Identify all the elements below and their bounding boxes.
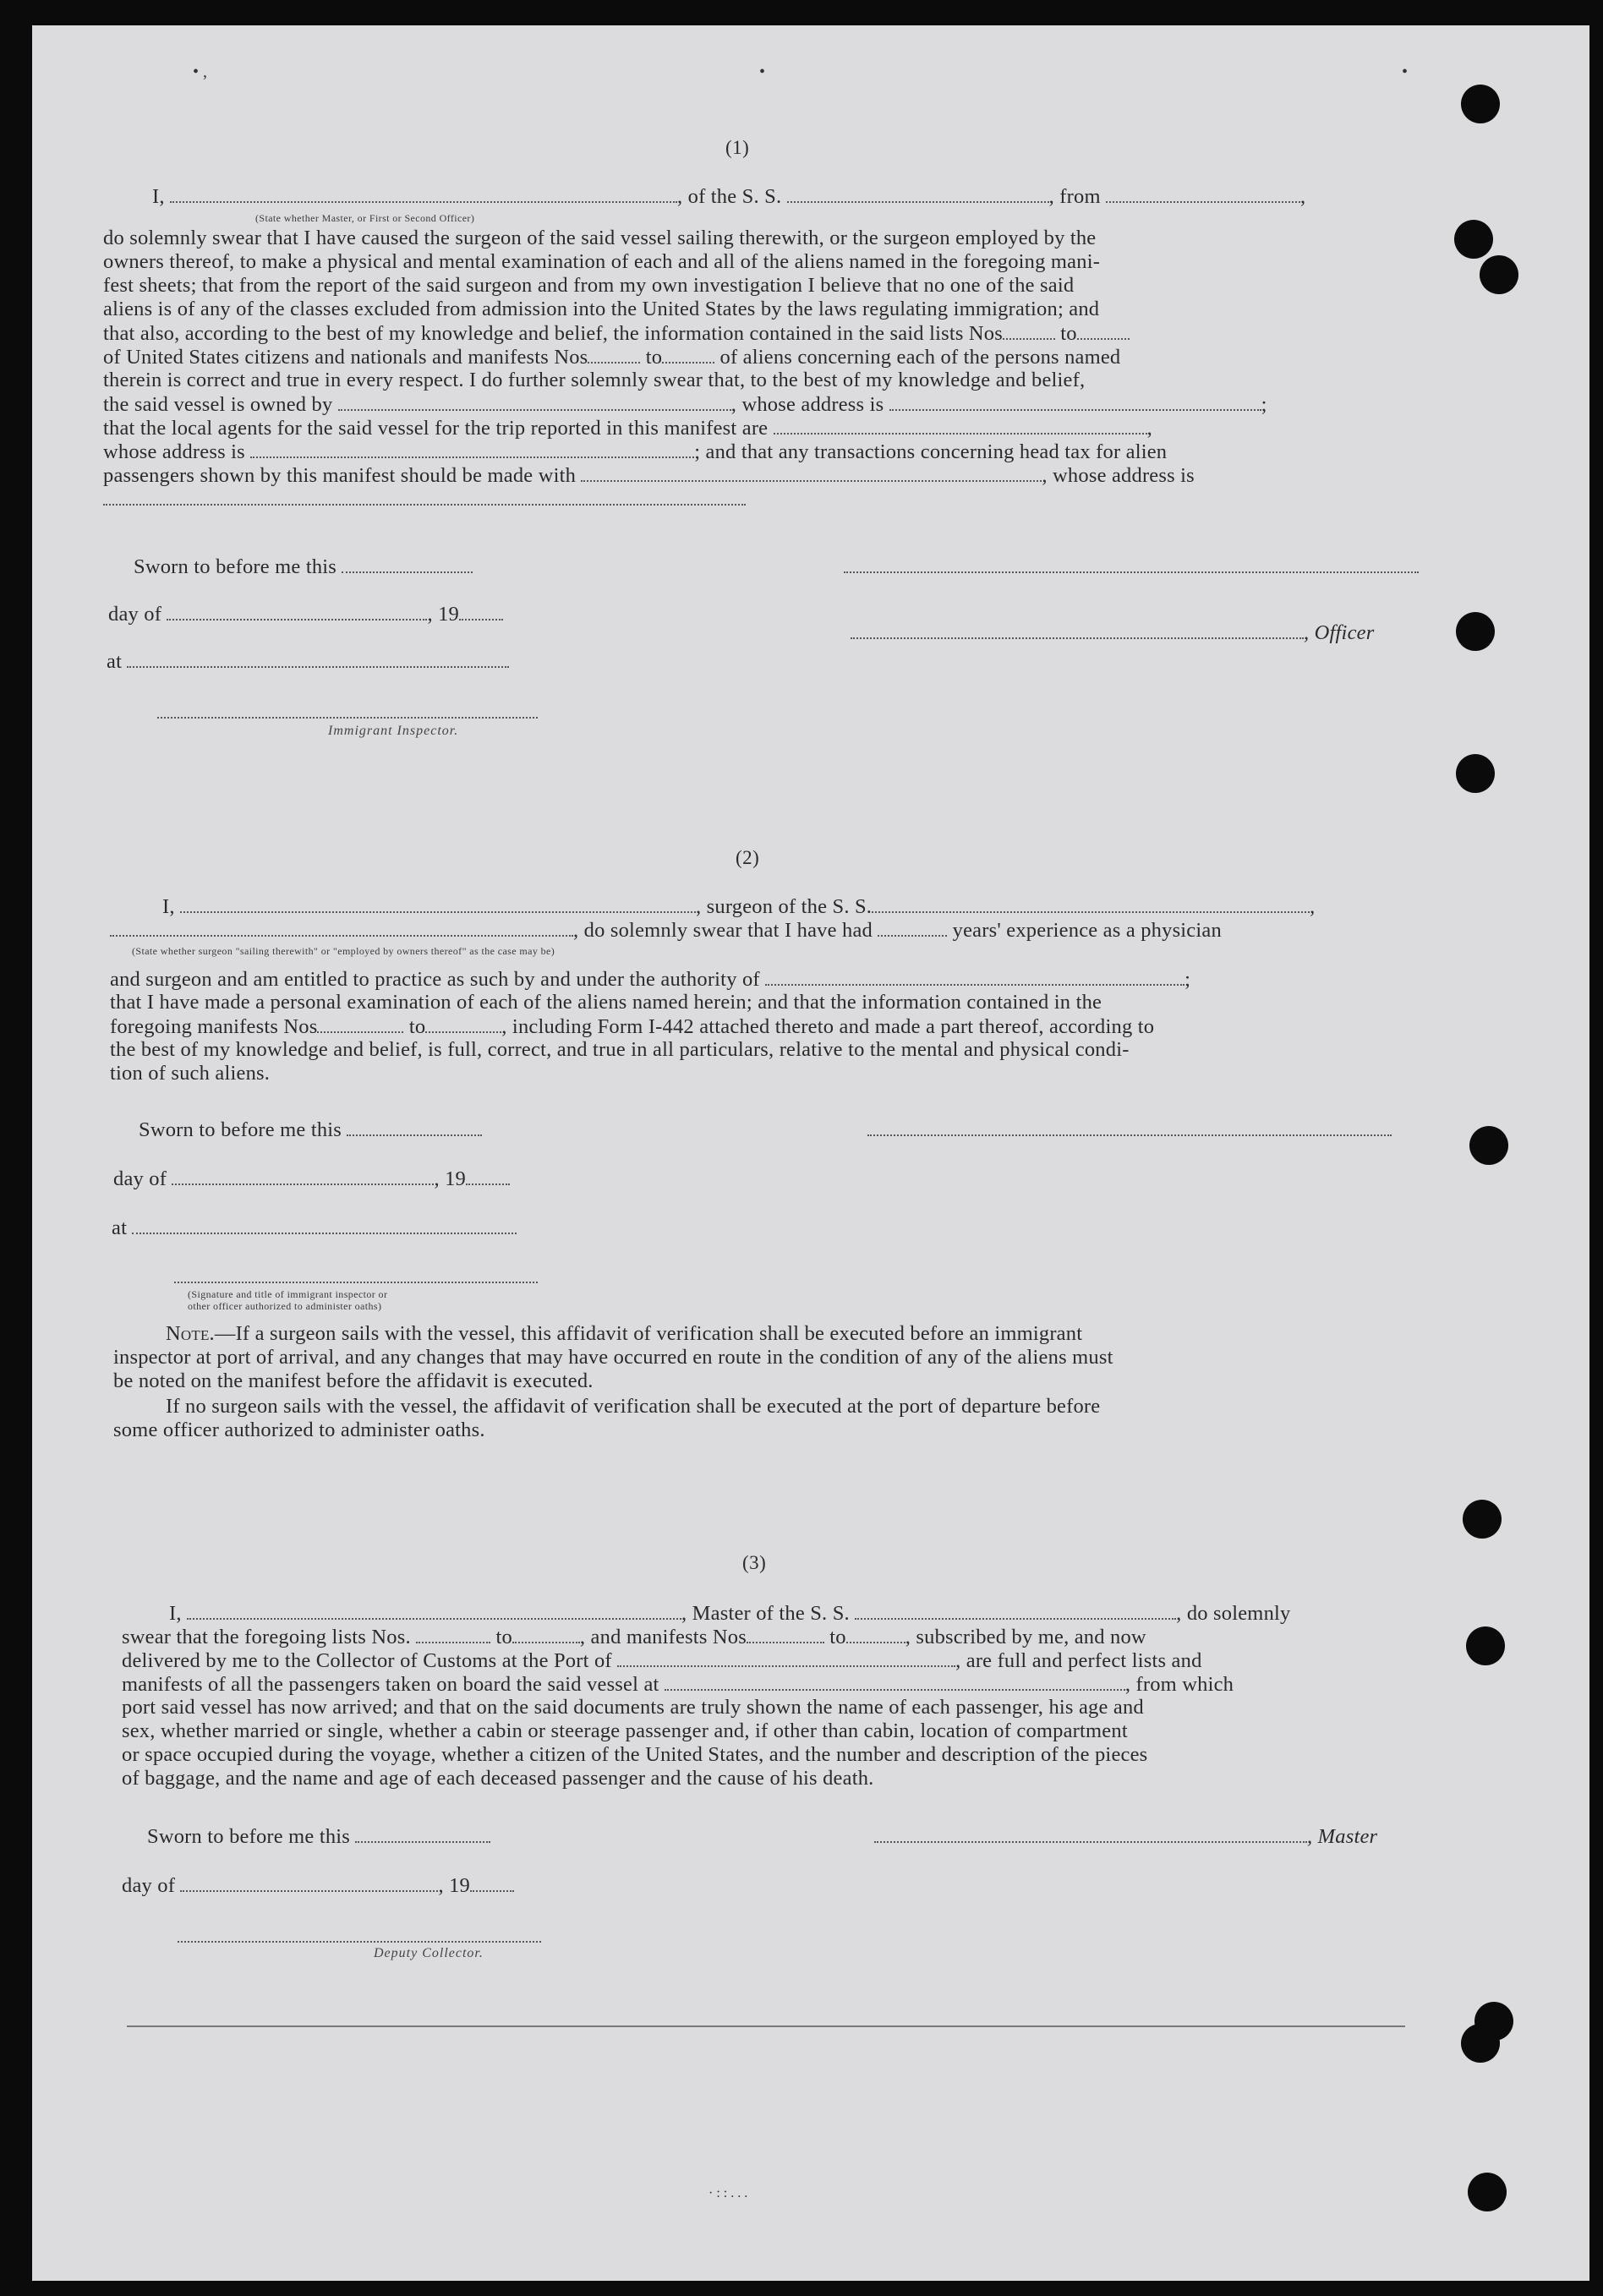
s2-at-field[interactable] bbox=[132, 1217, 517, 1234]
s2-line-authority bbox=[110, 969, 1190, 991]
s1-owner-end: ; bbox=[1261, 393, 1267, 416]
punch-hole bbox=[1456, 754, 1495, 793]
s3-lists-to-field[interactable] bbox=[512, 1626, 580, 1643]
s3-manifests-to-field[interactable] bbox=[846, 1626, 905, 1643]
s1-line-headtax-address bbox=[103, 489, 746, 511]
s2-officer-caption-2: other officer authorized to administer oaths) bbox=[188, 1300, 382, 1312]
punch-hole bbox=[1461, 85, 1500, 123]
s3-lists-text: swear that the foregoing lists Nos. bbox=[122, 1626, 411, 1648]
s1-sworn-text: Sworn to before me this bbox=[134, 555, 337, 578]
s1-body-0: do solemnly swear that I have caused the surgeon of the said vessel sailing therewith, or the surgeon employed by the bbox=[103, 227, 1097, 249]
s1-at-field[interactable] bbox=[127, 651, 509, 668]
s3-port-text: delivered by me to the Collector of Customs at the Port of bbox=[122, 1649, 612, 1672]
s2-year-field[interactable] bbox=[466, 1168, 510, 1185]
s1-lists-from-field[interactable] bbox=[1003, 323, 1055, 340]
s2-authority-text: and surgeon and am entitled to practice as such by and under the authority of bbox=[110, 968, 760, 991]
s1-inspector-field[interactable] bbox=[157, 702, 538, 719]
punch-hole bbox=[1456, 612, 1495, 651]
s2-officer-caption-1: (Signature and title of immigrant inspector or bbox=[188, 1288, 388, 1300]
s1-agents-text: that the local agents for the said vessel for the trip reported in this manifest are bbox=[103, 417, 769, 440]
s1-line-owner bbox=[103, 394, 1267, 416]
s2-manifests-tail: , including Form I-442 attached thereto and made a part thereof, according to bbox=[501, 1015, 1155, 1038]
s1-at bbox=[107, 651, 509, 673]
s3-lists-to: to bbox=[495, 1626, 512, 1648]
s2-manifests-text: foregoing manifests Nos bbox=[110, 1015, 318, 1038]
s1-manifests-text: of United States citizens and nationals and manifests Nos bbox=[103, 346, 588, 369]
s1-text-end: , bbox=[1300, 185, 1306, 208]
s3-manifests-text: , and manifests Nos bbox=[579, 1626, 747, 1648]
s1-agents-field[interactable] bbox=[774, 418, 1147, 435]
s1-owner-field[interactable] bbox=[338, 394, 731, 411]
s3-port-tail: , are full and perfect lists and bbox=[955, 1649, 1202, 1672]
s1-lists-to: to bbox=[1060, 322, 1077, 345]
s1-manifests-to: to bbox=[645, 346, 663, 369]
s2-line-condition: tion of such aliens. bbox=[110, 1062, 271, 1085]
s2-status-hint: (State whether surgeon "sailing therewith" or "employed by owners thereof" as the case may be) bbox=[132, 945, 555, 957]
s2-ship-field[interactable] bbox=[872, 896, 1310, 913]
s1-text-of: , of the S. S. bbox=[677, 185, 782, 208]
s3-boarded-text: manifests of all the passengers taken on board the said vessel at bbox=[122, 1673, 659, 1696]
s1-owner-address-field[interactable] bbox=[889, 394, 1261, 411]
s2-dayof-text: day of bbox=[113, 1167, 167, 1190]
s2-years-field[interactable] bbox=[878, 920, 947, 937]
s3-boarded-field[interactable] bbox=[665, 1674, 1125, 1691]
s2-text-i: I, bbox=[162, 895, 175, 918]
s1-dayof bbox=[108, 604, 503, 626]
s1-manifests-from-field[interactable] bbox=[588, 347, 640, 364]
s3-text-i: I, bbox=[169, 1602, 182, 1625]
s3-sworn bbox=[147, 1826, 490, 1848]
s2-line-surgeon bbox=[162, 896, 1315, 918]
bottom-rule bbox=[127, 2025, 1405, 2027]
s1-line-therein: therein is correct and true in every respect. I do further solemnly swear that, to the best of my knowledge and belief, bbox=[103, 369, 1086, 391]
s3-day-field[interactable] bbox=[180, 1875, 438, 1892]
s3-line-lists bbox=[122, 1626, 1146, 1648]
s1-inspector-caption: Immigrant Inspector. bbox=[328, 724, 459, 738]
s3-body-2: or space occupied during the voyage, whether a citizen of the United States, and the number and description of the pieces bbox=[122, 1743, 1148, 1766]
s3-sworn-text: Sworn to before me this bbox=[147, 1825, 351, 1848]
section-2-number: (2) bbox=[736, 847, 760, 868]
s1-officer-hint: (State whether Master, or First or Second Officer) bbox=[255, 212, 475, 224]
punch-hole bbox=[1469, 1126, 1508, 1165]
s1-officer-sign-field[interactable] bbox=[851, 622, 1304, 639]
s3-master-sign-field[interactable] bbox=[874, 1826, 1307, 1843]
s1-officer-label: , Officer bbox=[1304, 621, 1375, 644]
s1-from-field[interactable] bbox=[1106, 186, 1300, 203]
s1-manifests-tail: of aliens concerning each of the persons named bbox=[719, 346, 1121, 369]
s3-line-port bbox=[122, 1650, 1202, 1672]
punch-hole bbox=[1468, 2173, 1507, 2211]
s3-body-3: of baggage, and the name and age of each deceased passenger and the cause of his death. bbox=[122, 1767, 874, 1790]
s1-inspector-line bbox=[157, 702, 538, 724]
s3-year-field[interactable] bbox=[470, 1875, 514, 1892]
s2-manifests-to-field[interactable] bbox=[425, 1016, 501, 1033]
s3-end: , do solemnly bbox=[1176, 1602, 1291, 1625]
s3-lists-tail: , subscribed by me, and now bbox=[905, 1626, 1146, 1648]
s1-line-officer bbox=[152, 186, 1305, 208]
s1-lists-to-field[interactable] bbox=[1077, 323, 1130, 340]
s2-at-text: at bbox=[112, 1216, 128, 1239]
punch-hole bbox=[1463, 1500, 1502, 1539]
s2-manifests-from-field[interactable] bbox=[317, 1016, 403, 1033]
section-3-number: (3) bbox=[742, 1552, 767, 1573]
punch-hole bbox=[1466, 1626, 1505, 1665]
s1-signature-field[interactable] bbox=[844, 556, 1419, 573]
s1-day-field[interactable] bbox=[167, 604, 427, 620]
s1-signature-line bbox=[844, 556, 1419, 578]
s1-sworn bbox=[134, 556, 473, 578]
s3-name-field[interactable] bbox=[187, 1603, 681, 1620]
s2-line-belief: the best of my knowledge and belief, is full, correct, and true in all particulars, relative to the mental and physical condi- bbox=[110, 1038, 1130, 1061]
s2-sworn bbox=[139, 1119, 482, 1141]
s2-note-5: some officer authorized to administer oaths. bbox=[113, 1419, 485, 1441]
s3-dayof-text: day of bbox=[122, 1874, 176, 1897]
s3-boarded-tail: , from which bbox=[1124, 1673, 1234, 1696]
s1-manifests-to-field[interactable] bbox=[662, 347, 714, 364]
s1-agent-address-text: whose address is bbox=[103, 440, 245, 463]
s1-line-agent-address bbox=[103, 441, 1167, 463]
s2-at bbox=[112, 1217, 517, 1239]
s3-line-boarded bbox=[122, 1674, 1234, 1696]
s1-year-field[interactable] bbox=[459, 604, 503, 620]
s3-collector-line bbox=[178, 1926, 541, 1948]
s3-master-text: , Master of the S. S. bbox=[681, 1602, 850, 1625]
s2-line-examination: that I have made a personal examination of each of the aliens named herein; and that the information contained in the bbox=[110, 991, 1102, 1014]
s2-note-text: —If a surgeon sails with the vessel, this affidavit of verification shall be executed before an immigrant bbox=[214, 1322, 1083, 1345]
s2-surgeon-text: , surgeon of the S. S. bbox=[696, 895, 873, 918]
s2-manifests-to: to bbox=[408, 1015, 426, 1038]
s3-year-text: , 19 bbox=[438, 1874, 470, 1897]
s1-ship-field[interactable] bbox=[787, 186, 1049, 203]
scan-specks: • bbox=[1402, 63, 1409, 81]
s2-year-text: , 19 bbox=[434, 1167, 466, 1190]
s2-dayof bbox=[113, 1168, 510, 1190]
s2-officer-field[interactable] bbox=[174, 1266, 538, 1283]
s2-authority-field[interactable] bbox=[765, 969, 1184, 986]
s3-dayof bbox=[122, 1875, 514, 1897]
s1-at-text: at bbox=[107, 650, 123, 673]
punch-hole bbox=[1461, 2024, 1500, 2063]
s1-sworn-field[interactable] bbox=[342, 556, 473, 573]
s1-dayof-text: day of bbox=[108, 603, 162, 626]
s2-note-label: Note. bbox=[166, 1322, 215, 1345]
s1-lists-text: that also, according to the best of my knowledge and belief, the information contained in the said lists Nos bbox=[103, 322, 1003, 345]
s3-master-label: , Master bbox=[1307, 1825, 1378, 1848]
s3-manifests-from-field[interactable] bbox=[747, 1626, 824, 1643]
s2-experience-tail: years' experience as a physician bbox=[952, 919, 1222, 942]
punch-hole bbox=[1454, 220, 1493, 259]
s1-text-i: I, bbox=[152, 185, 165, 208]
s2-authority-end: ; bbox=[1184, 968, 1191, 991]
s3-collector-caption: Deputy Collector. bbox=[374, 1946, 484, 1960]
s1-agents-end: , bbox=[1146, 417, 1152, 440]
scan-specks: · : : . . . bbox=[708, 2186, 748, 2200]
s3-master-line bbox=[874, 1826, 1377, 1848]
s1-body-1: owners thereof, to make a physical and mental examination of each and all of the aliens named in the foregoing mani- bbox=[103, 250, 1101, 273]
s2-note-1 bbox=[166, 1324, 1082, 1345]
s1-officer-field[interactable] bbox=[170, 186, 677, 203]
s3-collector-field[interactable] bbox=[178, 1926, 541, 1943]
s2-name-field[interactable] bbox=[180, 896, 696, 913]
punch-hole bbox=[1480, 255, 1518, 294]
s1-line-lists bbox=[103, 323, 1130, 345]
s2-note-4: If no surgeon sails with the vessel, the affidavit of verification shall be executed at the port of departure before bbox=[166, 1395, 1101, 1418]
s2-status-field[interactable] bbox=[110, 920, 573, 937]
s2-note-3: be noted on the manifest before the affidavit is executed. bbox=[113, 1369, 594, 1392]
s2-signature-line bbox=[867, 1119, 1392, 1141]
s2-line-manifests bbox=[110, 1016, 1154, 1038]
s1-owner-text: the said vessel is owned by bbox=[103, 393, 333, 416]
form-page bbox=[32, 25, 1589, 2281]
s2-note-2: inspector at port of arrival, and any changes that may have occurred en route in the condition of any of the aliens must bbox=[113, 1346, 1113, 1369]
s1-headtax-address-text: , whose address is bbox=[1042, 464, 1195, 487]
s1-headtax-field[interactable] bbox=[581, 465, 1042, 482]
s1-agent-address-tail: ; and that any transactions concerning head tax for alien bbox=[694, 440, 1168, 463]
s3-lists-from-field[interactable] bbox=[416, 1626, 490, 1643]
s3-line-master bbox=[169, 1603, 1290, 1625]
s2-sworn-field[interactable] bbox=[347, 1119, 482, 1136]
s3-ship-field[interactable] bbox=[855, 1603, 1176, 1620]
s1-line-headtax bbox=[103, 465, 1195, 487]
section-1-number: (1) bbox=[725, 137, 750, 158]
s3-sworn-field[interactable] bbox=[355, 1826, 490, 1843]
s1-agent-address-field[interactable] bbox=[250, 441, 694, 458]
s1-text-from: , from bbox=[1048, 185, 1101, 208]
s2-officer-line bbox=[174, 1266, 538, 1288]
s3-port-field[interactable] bbox=[617, 1650, 955, 1667]
s3-body-0: port said vessel has now arrived; and that on the said documents are truly shown the name of each passenger, his age and bbox=[122, 1696, 1144, 1719]
s2-day-field[interactable] bbox=[172, 1168, 434, 1185]
s1-body-3: aliens is of any of the classes excluded from admission into the United States by the laws regulating immigration; and bbox=[103, 298, 1100, 320]
s2-signature-field[interactable] bbox=[867, 1119, 1392, 1136]
s1-headtax-address-field[interactable] bbox=[103, 489, 746, 506]
s2-sworn-text: Sworn to before me this bbox=[139, 1118, 342, 1141]
s1-owner-address-text: , whose address is bbox=[730, 393, 884, 416]
s1-line-agents bbox=[103, 418, 1152, 440]
s2-line-experience bbox=[110, 920, 1222, 942]
scan-specks: • bbox=[759, 63, 766, 81]
s1-officer-line bbox=[851, 622, 1374, 644]
s1-body-2: fest sheets; that from the report of the said surgeon and from my own investigation I believe that no one of the said bbox=[103, 274, 1075, 297]
s3-manifests-to: to bbox=[829, 1626, 846, 1648]
s2-end: , bbox=[1310, 895, 1316, 918]
s3-body-1: sex, whether married or single, whether a cabin or steerage passenger and, if other than cabin, location of compartment bbox=[122, 1719, 1128, 1742]
scan-specks: • , bbox=[193, 63, 208, 81]
s2-experience-text: , do solemnly swear that I have had bbox=[573, 919, 873, 942]
s1-headtax-text: passengers shown by this manifest should be made with bbox=[103, 464, 577, 487]
s1-year-text: , 19 bbox=[427, 603, 459, 626]
s1-line-manifests bbox=[103, 347, 1120, 369]
